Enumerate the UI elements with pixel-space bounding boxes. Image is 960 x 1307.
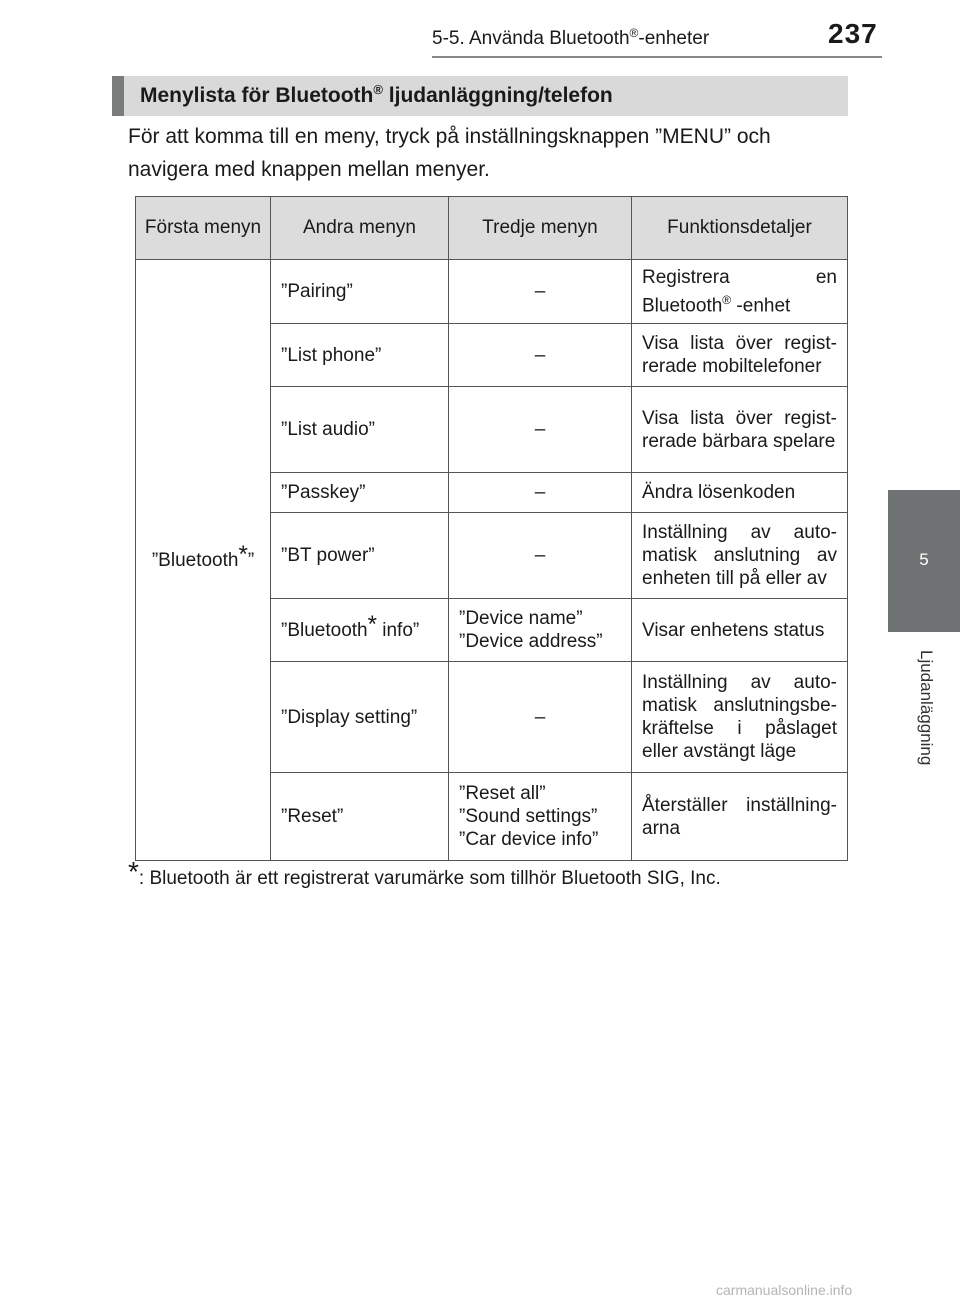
table-row <box>136 260 848 324</box>
first-menu-end: ” <box>247 549 255 571</box>
detail-cell <box>632 260 848 324</box>
col-header-third: Tredje menyn <box>449 197 632 260</box>
registered-mark: ® <box>373 82 383 97</box>
detail-cell: Ändra lösenkoden <box>632 473 848 513</box>
second-menu-cell: ”Pairing” <box>271 260 449 324</box>
third-menu-cell: – <box>449 260 632 324</box>
col-header-detail: Funktionsdetaljer <box>632 197 848 260</box>
chapter-tab <box>888 490 960 632</box>
col-header-second: Andra menyn <box>271 197 449 260</box>
detail-cell: Visar enhetens status <box>632 599 848 662</box>
registered-mark: ® <box>629 26 639 40</box>
chapter-label: Ljudanläggning <box>917 650 936 766</box>
footnote-text: : Bluetooth är ett registrerat varumärke som tillhör Bluetooth SIG, Inc. <box>138 868 721 889</box>
menu-table <box>135 196 848 861</box>
section-title-text: 5-5. Använda Bluetooth <box>432 28 630 49</box>
header-divider <box>432 56 882 58</box>
detail-cell: Återställer inställningarna <box>632 773 848 861</box>
third-menu-cell: – <box>449 387 632 473</box>
footnote-star: * <box>128 856 139 887</box>
section-heading-text <box>140 82 613 108</box>
page-number: 237 <box>828 18 878 49</box>
detail-text: Registrera en Bluetooth <box>642 267 837 317</box>
col-header-first: Första menyn <box>136 197 271 260</box>
watermark: carmanualsonline.info <box>716 1282 853 1298</box>
first-menu-cell <box>136 260 271 861</box>
third-menu-cell: – <box>449 662 632 773</box>
detail-cell: Visa lista över registrerade mobiltelefoner <box>632 324 848 387</box>
third-menu-line: ”Reset all” <box>459 783 546 805</box>
heading-suffix: ljudanläggning/telefon <box>382 84 613 107</box>
detail-cell: Inställning av automatisk anslutningsbekräftelse i påslaget eller avstängt läge <box>632 662 848 773</box>
detail-suffix: -enhet <box>731 295 791 317</box>
third-menu-line: ”Device address” <box>459 631 603 653</box>
detail-cell: Visa lista över registrerade bärbara spelare <box>632 387 848 473</box>
second-menu-cell: ”Display setting” <box>271 662 449 773</box>
third-menu-cell <box>449 773 632 861</box>
chapter-number: 5 <box>919 550 929 569</box>
third-menu-cell <box>449 599 632 662</box>
intro-paragraph: För att komma till en meny, tryck på inställningsknappen ”MENU” och navigera med knappen mellan menyer. <box>128 125 771 181</box>
third-menu-line: ”Car device info” <box>459 829 599 851</box>
third-menu-line: ”Device name” <box>459 608 583 630</box>
third-menu-line: ”Sound settings” <box>459 806 598 828</box>
section-heading <box>112 76 848 116</box>
second-menu-cell <box>271 599 449 662</box>
first-menu-text: ”Bluetooth <box>151 549 239 571</box>
second-menu-cell: ”Reset” <box>271 773 449 861</box>
third-menu-cell: – <box>449 324 632 387</box>
second-menu-cell: ”List phone” <box>271 324 449 387</box>
heading-main: Menylista för Bluetooth <box>140 84 374 107</box>
footnote-star: * <box>367 610 377 638</box>
second-menu-cell: ”Passkey” <box>271 473 449 513</box>
section-title <box>432 26 709 50</box>
second-menu-text: ”Bluetooth <box>281 619 368 641</box>
third-menu-cell: – <box>449 513 632 599</box>
footnote-star: * <box>238 540 248 568</box>
section-title-suffix: -enheter <box>638 28 710 49</box>
footnote <box>128 856 721 890</box>
third-menu-cell: – <box>449 473 632 513</box>
table-header-row <box>136 197 848 260</box>
second-menu-cell: ”List audio” <box>271 387 449 473</box>
second-menu-cell: ”BT power” <box>271 513 449 599</box>
detail-cell: Inställning av automatisk anslutning av enheten till på eller av <box>632 513 848 599</box>
registered-mark: ® <box>722 293 732 307</box>
second-menu-suffix: info” <box>376 619 420 641</box>
